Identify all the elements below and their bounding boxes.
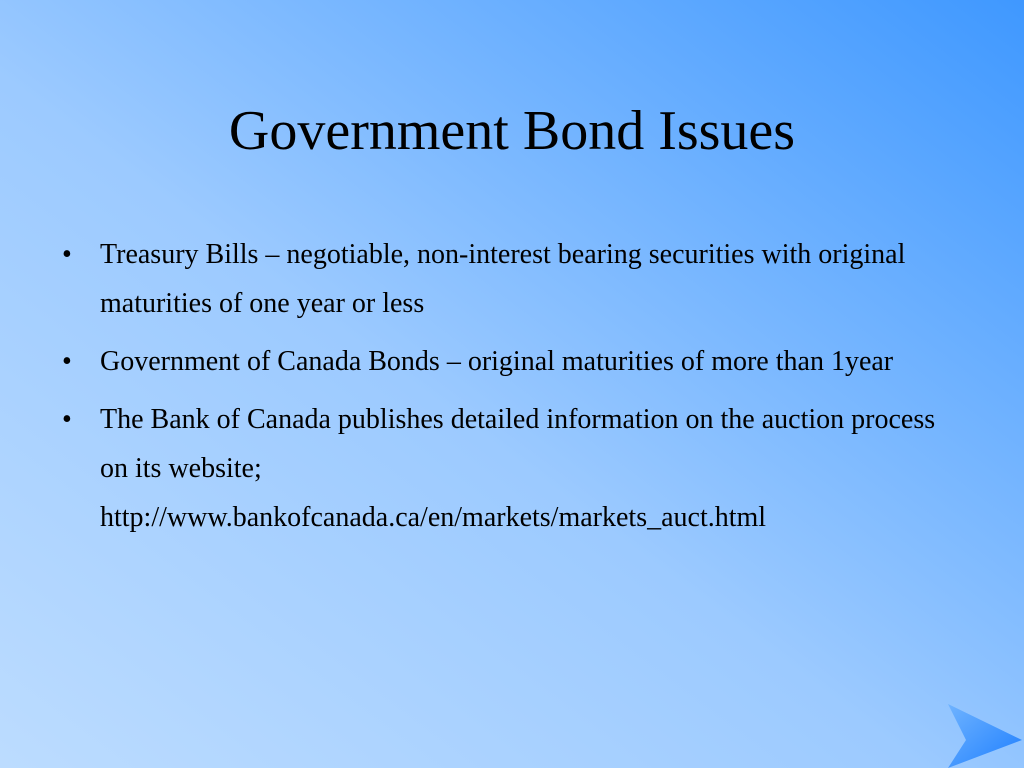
bullet-item bbox=[62, 230, 962, 328]
bullet-item bbox=[62, 395, 962, 542]
bullet-text: Treasury Bills – negotiable, non-interest bearing securities with original maturities of one year or less bbox=[100, 239, 906, 319]
bullet-dot: • bbox=[62, 239, 72, 270]
bullet-text: Government of Canada Bonds – original maturities of more than 1year bbox=[100, 346, 894, 377]
website-url: http://www.bankofcanada.ca/en/markets/markets_auct.html bbox=[100, 502, 767, 533]
slide-title: Government Bond Issues bbox=[228, 100, 796, 162]
bullet-dot: • bbox=[62, 346, 72, 377]
bullet-item bbox=[62, 337, 962, 386]
right-arrow-icon bbox=[944, 702, 1024, 768]
next-slide-button[interactable] bbox=[944, 702, 1024, 768]
bullet-list bbox=[62, 230, 962, 551]
bullet-dot: • bbox=[62, 404, 72, 435]
bullet-text: The Bank of Canada publishes detailed information on the auction process on its website; bbox=[100, 404, 936, 484]
